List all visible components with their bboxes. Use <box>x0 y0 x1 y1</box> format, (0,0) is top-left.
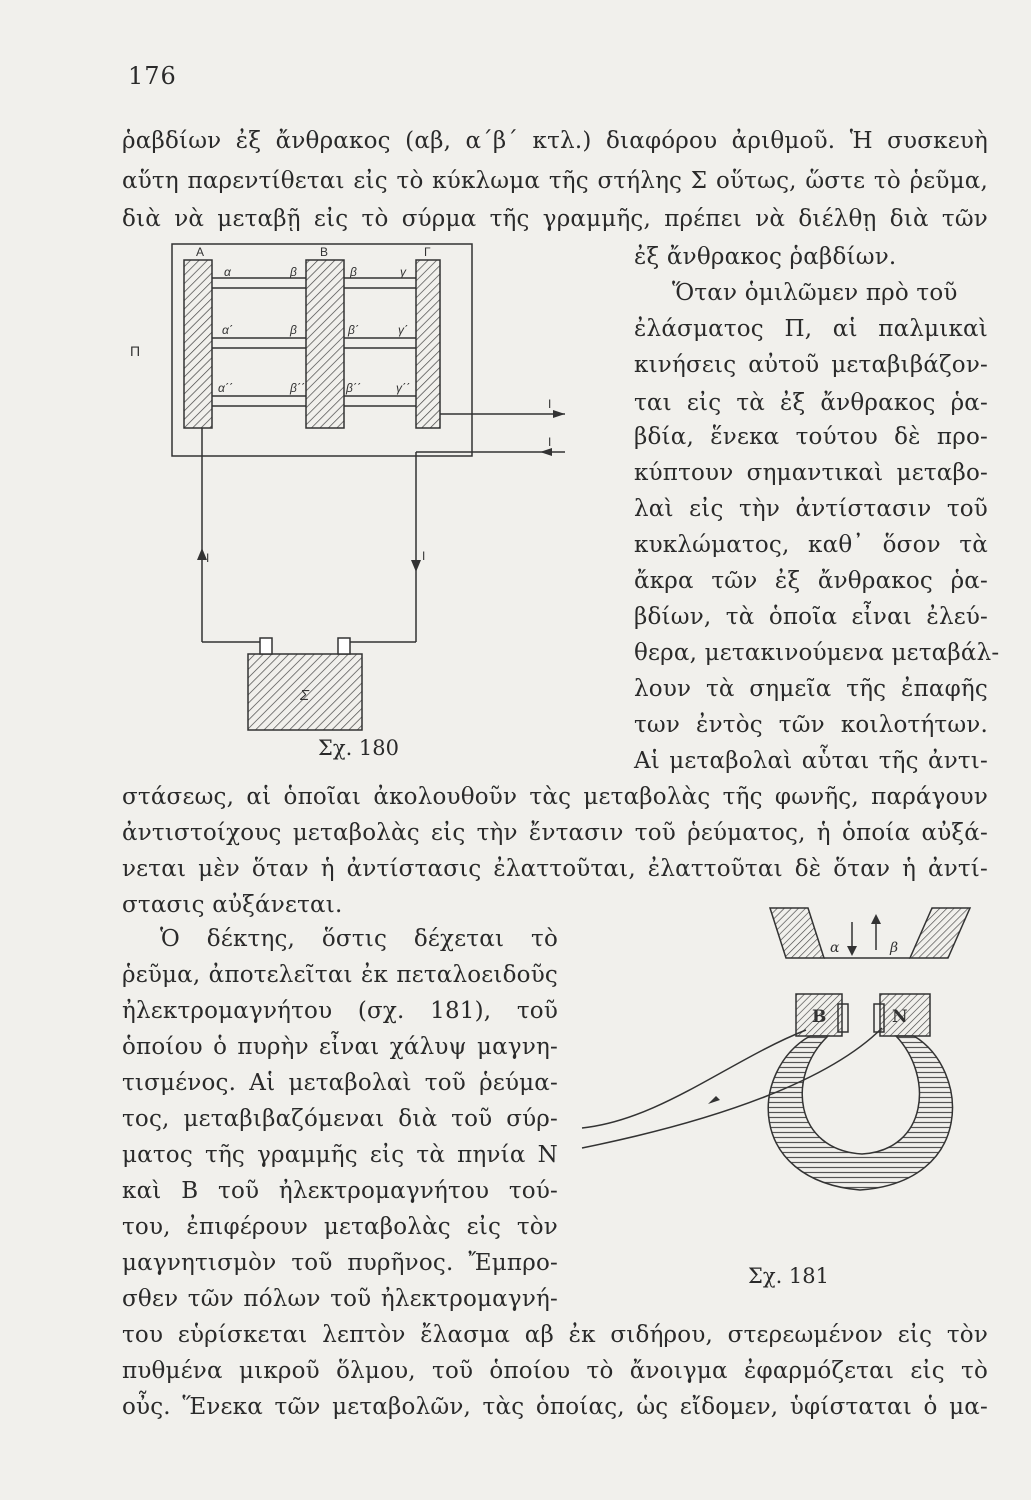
text-line: βδία, ἕνεκα τούτου δὲ προ- <box>634 424 988 450</box>
label-b3r: β΄΄ <box>346 381 361 395</box>
text-line: ἠλεκτρομαγνήτου (σχ. 181), τοῦ <box>122 998 558 1024</box>
text-line: Ὁ δέκτης, ὅστις δέχεται τὸ <box>160 926 558 952</box>
figure-181-caption: Σχ. 181 <box>748 1264 830 1288</box>
text-line: βδίων, τὰ ὁποῖα εἶναι ἐλεύ- <box>634 604 988 630</box>
text-line: ῥαβδίων ἐξ ἄνθρακος (αβ, α΄β΄ κτλ.) διαφόρου ἀριθμοῦ. Ἡ συσκευὴ <box>122 128 988 154</box>
text-line: οὖς. Ἕνεκα τῶν μεταβολῶν, τὰς ὁποίας, ὡς εἴδομεν, ὑφίσταται ὁ μα- <box>122 1394 988 1420</box>
figure-181-receiver-diagram <box>580 900 1000 1260</box>
label-a3: α΄΄ <box>218 381 233 395</box>
label-beta: β <box>890 940 899 956</box>
text-line: του εὑρίσκεται λεπτὸν ἔλασμα αβ ἐκ σιδήρου, στερεωμένον εἰς τὸν <box>122 1322 988 1348</box>
text-line: Ὅταν ὁμιλῶμεν πρὸ τοῦ <box>672 280 958 306</box>
text-line: ῥεῦμα, ἀποτελεῖται ἐκ πεταλοειδοῦς <box>122 962 558 988</box>
text-line: των ἐντὸς τῶν κοιλοτήτων. <box>634 712 988 738</box>
label-A: A <box>196 245 205 259</box>
label-S: Σ <box>300 687 309 704</box>
text-line: ἐξ ἄνθρακος ῥαβδίων. <box>634 244 897 270</box>
text-line: στασις αὐξάνεται. <box>122 892 343 918</box>
label-b1: β <box>290 265 297 279</box>
text-line: αὕτη παρεντίθεται εἰς τὸ κύκλωμα τῆς στήλης Σ οὕτως, ὥστε τὸ ῥεῦμα, <box>122 168 988 194</box>
label-g3: γ΄΄ <box>396 381 410 395</box>
text-line: κύπτουν σημαντικαὶ μεταβο- <box>634 460 988 486</box>
text-line: ται εἰς τὰ ἐξ ἄνθρακος ῥα- <box>634 390 988 416</box>
label-alpha: α <box>830 940 840 956</box>
label-I3: I <box>206 551 210 565</box>
text-line: διὰ νὰ μεταβῇ εἰς τὸ σύρμα τῆς γραμμῆς, πρέπει νὰ διέλθῃ διὰ τῶν <box>122 206 988 232</box>
text-line: τος, μεταβιβαζόμεναι διὰ τοῦ σύρ- <box>122 1106 558 1132</box>
text-line: κινήσεις αὐτοῦ μεταβιβάζον- <box>634 352 988 378</box>
text-line: ἄκρα τῶν ἐξ ἄνθρακος ῥα- <box>634 568 988 594</box>
text-line: ἀντιστοίχους μεταβολὰς εἰς τὴν ἔντασιν τοῦ ῥεύματος, ἡ ὁποία αὐξά- <box>122 820 988 846</box>
label-b1r: β <box>350 265 357 279</box>
label-I4: I <box>422 549 426 563</box>
text-line: του, ἐπιφέρουν μεταβολὰς εἰς τὸν <box>122 1214 558 1240</box>
label-B: B <box>320 245 329 259</box>
text-line: λαὶ εἰς τὴν ἀντίστασιν τοῦ <box>634 496 988 522</box>
text-line: καὶ Β τοῦ ἠλεκτρομαγνήτου τού- <box>122 1178 558 1204</box>
text-line: νεται μὲν ὅταν ἡ ἀντίστασις ἐλαττοῦται, ἐλαττοῦται δὲ ὅταν ἡ ἀντί- <box>122 856 988 882</box>
text-line: κυκλώματος, καθ᾽ ὅσον τὰ <box>634 532 988 558</box>
text-line: θερα, μετακινούμενα μεταβάλ- <box>634 640 1000 666</box>
label-b2r: β΄ <box>348 323 359 337</box>
label-I1: I <box>548 397 552 411</box>
text-line: Αἱ μεταβολαὶ αὗται τῆς ἀντι- <box>634 748 988 774</box>
label-G: Γ <box>424 245 431 259</box>
text-line: στάσεως, αἱ ὁποῖαι ἀκολουθοῦν τὰς μεταβολὰς τῆς φωνῆς, παράγουν <box>122 784 988 810</box>
text-line: μαγνητισμὸν τοῦ πυρῆνος. Ἔμπρο- <box>122 1250 558 1276</box>
label-g1: γ <box>400 265 406 279</box>
label-g2: γ΄ <box>398 323 408 337</box>
label-b2: β <box>290 323 297 337</box>
text-line: ματος τῆς γραμμῆς εἰς τὰ πηνία Ν <box>122 1142 558 1168</box>
label-I2: I <box>548 435 552 449</box>
text-line: λουν τὰ σημεῖα τῆς ἐπαφῆς <box>634 676 988 702</box>
figure-180-caption: Σχ. 180 <box>318 736 400 760</box>
label-P: Π <box>130 343 141 359</box>
label-a1: α <box>224 265 231 279</box>
text-line: ὁποίου ὁ πυρὴν εἶναι χάλυψ μαγνη- <box>122 1034 558 1060</box>
label-a2: α΄ <box>222 323 233 337</box>
label-coil-B: Β <box>812 1007 827 1027</box>
label-coil-N: Ν <box>892 1007 908 1027</box>
text-line: ἐλάσματος Π, αἱ παλμικαὶ <box>634 316 988 342</box>
page-number: 176 <box>128 62 177 90</box>
label-b3: β΄΄ <box>290 381 305 395</box>
text-line: πυθμένα μικροῦ ὅλμου, τοῦ ὁποίου τὸ ἄνοιγμα ἐφαρμόζεται εἰς τὸ <box>122 1358 988 1384</box>
text-line: σθεν τῶν πόλων τοῦ ἠλεκτρομαγνή- <box>122 1286 558 1312</box>
figure-180-microphone-diagram <box>110 230 552 750</box>
text-line: τισμένος. Αἱ μεταβολαὶ τοῦ ῥεύμα- <box>122 1070 558 1096</box>
